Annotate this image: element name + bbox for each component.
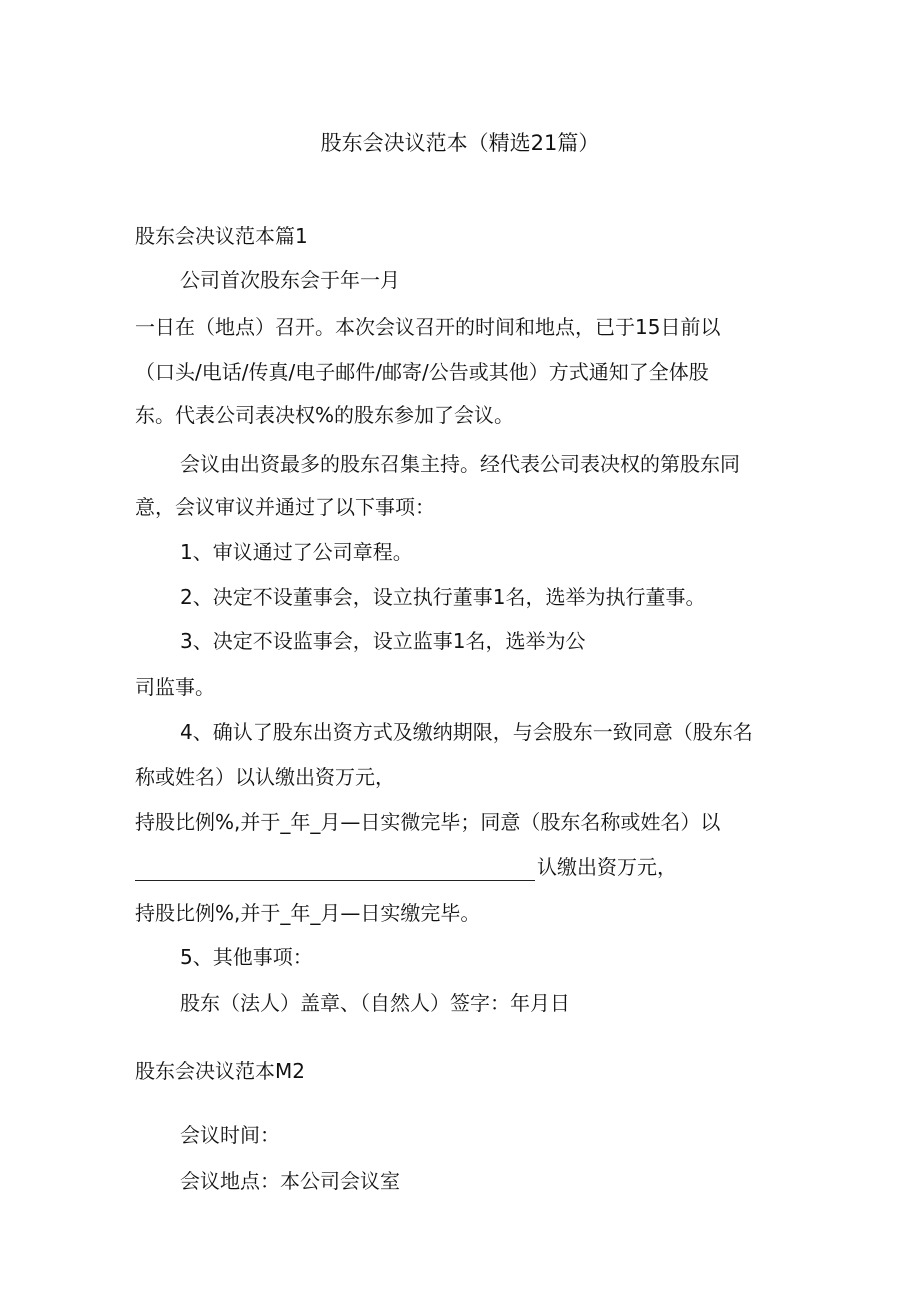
section-heading-2: 股东会决议范本M2	[135, 1059, 305, 1083]
paragraph-line: 意，会议审议并通过了以下事项：	[135, 495, 435, 519]
paragraph-line: 东。代表公司表决权%的股东参加了会议。	[135, 403, 515, 427]
list-item-4: 4、确认了股东出资方式及缴纳期限，与会股东一致同意（股东名	[180, 720, 753, 744]
list-item-3: 3、决定不设监事会，设立监事1名，选举为公	[180, 629, 586, 653]
fill-in-blank	[135, 858, 535, 881]
section-heading-1: 股东会决议范本篇1	[135, 224, 308, 248]
paragraph-line: 司监事。	[135, 675, 215, 699]
paragraph-line: 持股比例%,并于_年_月—日实缴完毕。	[135, 901, 481, 925]
paragraph-line: 公司首次股东会于年一月	[180, 268, 400, 292]
document-title: 股东会决议范本（精选21篇）	[320, 131, 600, 155]
paragraph-line: 称或姓名）以认缴出资万元，	[135, 765, 395, 789]
paragraph-line: 会议由出资最多的股东召集主持。经代表公司表决权的第股东同	[180, 452, 740, 476]
paragraph-line: 持股比例%,并于_年_月—日实微完毕；同意（股东名称或姓名）以	[135, 810, 721, 834]
signature-line: 股东（法人）盖章、（自然人）签字：年月日	[180, 991, 570, 1015]
paragraph-line: （口头/电话/传真/电子邮件/邮寄/公告或其他）方式通知了全体股	[135, 360, 709, 384]
paragraph-text: 认缴出资万元，	[537, 855, 677, 879]
meeting-time-line: 会议时间：	[180, 1123, 280, 1147]
paragraph-line: 一日在（地点）召开。本次会议召开的时间和地点，已于15日前以	[135, 315, 721, 339]
list-item-5: 5、其他事项：	[180, 945, 313, 969]
list-item-1: 1、审议通过了公司章程。	[180, 540, 413, 564]
list-item-2: 2、决定不设董事会，设立执行董事1名，选举为执行董事。	[180, 585, 706, 609]
meeting-location-line: 会议地点：本公司会议室	[180, 1169, 400, 1193]
paragraph-line-with-blank	[135, 853, 677, 881]
